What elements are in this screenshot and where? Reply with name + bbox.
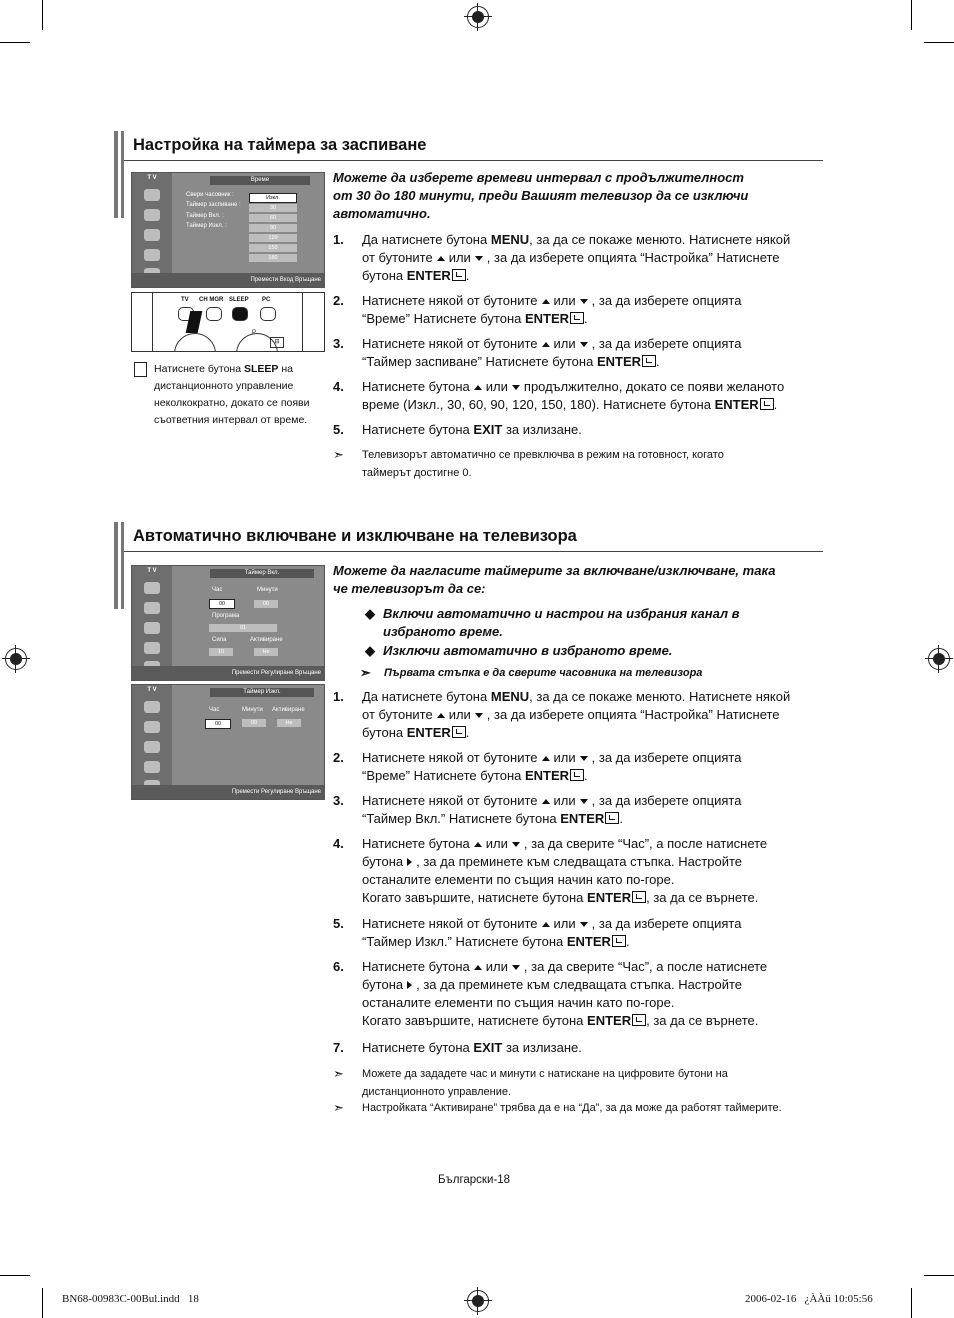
osd-label: Минути <box>242 707 263 713</box>
up-arrow-icon <box>542 922 550 927</box>
enter-icon <box>570 769 584 781</box>
osd-label: Активиране <box>272 707 305 713</box>
note-arrow-icon: ➣ <box>360 665 371 680</box>
up-arrow-icon <box>437 256 445 261</box>
osd-option: 180 <box>249 254 297 262</box>
osd-menu-timer-off <box>131 684 325 800</box>
osd-label: Минути <box>257 587 278 593</box>
osd-label: Час <box>209 707 220 713</box>
crop-mark <box>0 1275 30 1276</box>
osd-label: Час <box>212 587 223 593</box>
osd-value: 10 <box>209 648 233 656</box>
note-icon <box>134 362 147 377</box>
osd-item: Свери часовник : <box>186 192 234 198</box>
osd-sound-icon <box>144 602 160 614</box>
down-arrow-icon <box>512 842 520 847</box>
registration-mark-icon <box>5 648 27 670</box>
crop-mark <box>924 1275 954 1276</box>
up-arrow-icon <box>437 713 445 718</box>
crop-mark <box>42 0 43 30</box>
up-arrow-icon <box>542 799 550 804</box>
registration-mark-icon <box>928 648 950 670</box>
osd-option: 30 <box>249 204 297 212</box>
note-arrow-icon: ➣ <box>333 1100 344 1115</box>
enter-icon <box>570 312 584 324</box>
osd-title: Таймер Изкл. <box>210 688 314 697</box>
remote-label-sleep: SLEEP <box>229 297 249 303</box>
section-bar <box>121 131 124 218</box>
section-bar <box>114 522 118 609</box>
osd-setup-icon <box>144 642 160 654</box>
down-arrow-icon <box>580 799 588 804</box>
osd-picture-icon <box>144 189 160 201</box>
osd-value: 00 <box>242 719 266 727</box>
crop-mark <box>924 42 954 43</box>
right-arrow-icon <box>407 981 412 989</box>
osd-channel-icon <box>144 741 160 753</box>
up-arrow-icon <box>474 842 482 847</box>
osd-option-selected: Изкл. <box>249 193 297 203</box>
osd-item: Таймер Вкл. : <box>186 213 224 219</box>
side-note: Натиснете бутона SLEEP на дистанционното управление неколкократно, докато се появи съответния интервал от време. <box>154 363 310 426</box>
note-arrow-icon: ➣ <box>333 447 344 462</box>
osd-value-selected: 00 <box>209 599 235 609</box>
crop-mark <box>911 1288 912 1318</box>
osd-tv-label: T V <box>147 687 157 693</box>
file-name: BN68-00983C-00Bul.indd 18 <box>62 1293 199 1305</box>
osd-tv-label: T V <box>147 568 157 574</box>
section-rule <box>124 551 823 552</box>
crop-mark <box>911 0 912 30</box>
osd-option: 90 <box>249 224 297 232</box>
up-arrow-icon <box>542 299 550 304</box>
up-arrow-icon <box>542 342 550 347</box>
osd-menu-timer-on <box>131 565 325 681</box>
section-title: Автоматично включване и изключване на телевизора <box>133 527 577 545</box>
osd-value: 01 <box>209 624 277 632</box>
osd-value-selected: 00 <box>205 719 231 729</box>
osd-menu-time <box>131 172 325 288</box>
osd-channel-icon <box>144 229 160 241</box>
note-arrow-icon: ➣ <box>333 1066 344 1081</box>
remote-illustration: TV CH MGR SLEEP PC P ⊟ <box>131 292 325 352</box>
remote-label-tv: TV <box>181 297 189 303</box>
right-arrow-icon <box>407 858 412 866</box>
section-title: Настройка на таймера за заспиване <box>133 136 427 154</box>
osd-footer: Премести Регулиране Връщане <box>132 666 324 680</box>
osd-label: Активиране <box>250 637 283 643</box>
enter-icon <box>612 935 626 947</box>
up-arrow-icon <box>474 385 482 390</box>
crop-mark <box>42 1288 43 1318</box>
osd-footer: Премести Вход Връщане <box>132 273 324 287</box>
remote-label-chmgr: CH MGR <box>199 297 224 303</box>
enter-icon <box>632 891 646 903</box>
osd-channel-icon <box>144 622 160 634</box>
down-arrow-icon <box>512 965 520 970</box>
down-arrow-icon <box>475 713 483 718</box>
down-arrow-icon <box>580 756 588 761</box>
enter-icon <box>605 812 619 824</box>
enter-icon <box>632 1014 646 1026</box>
osd-value: Не <box>277 719 301 727</box>
osd-option: 120 <box>249 234 297 242</box>
up-arrow-icon <box>474 965 482 970</box>
remote-label-pc: PC <box>262 297 271 303</box>
section-rule <box>124 160 823 161</box>
remote-label-p: P <box>252 330 257 336</box>
osd-value: 00 <box>254 600 278 608</box>
enter-icon <box>642 355 656 367</box>
osd-picture-icon <box>144 582 160 594</box>
osd-setup-icon <box>144 249 160 261</box>
osd-label: Програма <box>212 613 240 619</box>
enter-icon <box>760 398 774 410</box>
section-bar <box>121 522 124 609</box>
down-arrow-icon <box>580 922 588 927</box>
down-arrow-icon <box>580 342 588 347</box>
crop-mark <box>0 42 30 43</box>
osd-sound-icon <box>144 721 160 733</box>
osd-title: Време <box>210 176 310 185</box>
registration-mark-icon <box>467 6 489 28</box>
down-arrow-icon <box>512 385 520 390</box>
osd-title: Таймер Вкл. <box>210 569 314 578</box>
section-intro: Можете да изберете времеви интервал с продължителност от 30 до 180 минути, преди Вашият телевизор да се изключи автоматично. <box>333 170 749 221</box>
section-intro: Можете да нагласите таймерите за включване/изключване, така че телевизорът да се: <box>333 563 776 596</box>
down-arrow-icon <box>580 299 588 304</box>
registration-mark-icon <box>467 1290 489 1312</box>
osd-item: Таймер заспиване : <box>186 202 241 208</box>
osd-label: Сила <box>212 637 227 643</box>
page-number: Български-18 <box>438 1174 511 1186</box>
enter-icon <box>452 269 466 281</box>
osd-option: 60 <box>249 214 297 222</box>
print-date: 2006-02-16 ¿ÀÀü 10:05:56 <box>745 1293 873 1305</box>
diamond-bullet-icon: ◆ <box>365 643 375 658</box>
section-bar <box>114 131 118 218</box>
diamond-bullet-icon: ◆ <box>365 606 375 621</box>
osd-value: Не <box>254 648 278 656</box>
osd-item: Таймер Изкл. : <box>186 223 227 229</box>
up-arrow-icon <box>542 756 550 761</box>
osd-option: 150 <box>249 244 297 252</box>
enter-icon <box>452 726 466 738</box>
osd-sound-icon <box>144 209 160 221</box>
osd-footer: Премести Регулиране Връщане <box>132 785 324 799</box>
osd-picture-icon <box>144 701 160 713</box>
down-arrow-icon <box>475 256 483 261</box>
osd-tv-label: T V <box>147 175 157 181</box>
osd-setup-icon <box>144 761 160 773</box>
